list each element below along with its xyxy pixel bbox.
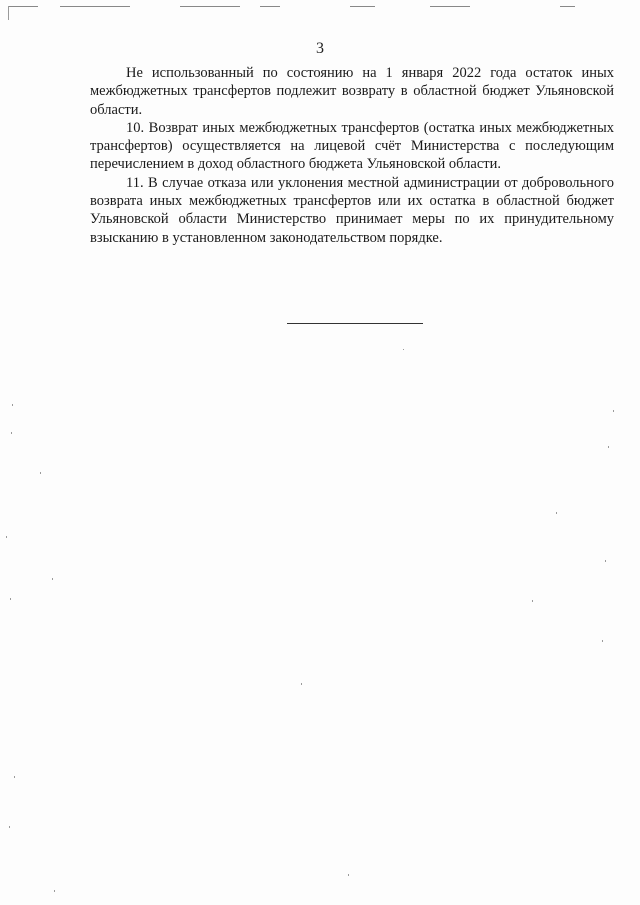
scan-speck (11, 432, 12, 434)
page-number: 3 (316, 40, 324, 57)
scan-speck (9, 826, 10, 828)
document-body (90, 64, 614, 247)
scan-speck (40, 472, 41, 474)
scan-speck (613, 410, 614, 412)
scan-artifact (350, 6, 375, 7)
scan-artifact (560, 6, 575, 7)
scan-speck (6, 536, 7, 538)
end-of-document-rule (287, 323, 423, 324)
scan-speck (602, 640, 603, 642)
scan-speck (54, 890, 55, 892)
paragraph-11: 11. В случае отказа или уклонения местной администрации от добровольного возврата иных межбюджетных трансфертов или их остатка в областной бюджет Ульяновской области Министерство принимает меры по их принудительному взысканию в установленном законодательством порядке. (90, 174, 614, 246)
scan-speck (348, 874, 349, 876)
scan-artifact (260, 6, 280, 7)
scan-artifact (8, 6, 9, 20)
scan-speck (14, 776, 15, 778)
paragraph-10: 10. Возврат иных межбюджетных трансфертов (остатка иных межбюджетных трансфертов) осуществляется на лицевой счёт Министерства с последующим перечислением в доход областного бюджета Ульяновской области. (90, 119, 614, 173)
paragraph-residual-return: Не использованный по состоянию на 1 января 2022 года остаток иных межбюджетных трансфертов подлежит возврату в областной бюджет Ульяновской области. (90, 65, 614, 118)
scan-artifact (8, 6, 38, 7)
scan-speck (556, 512, 557, 514)
scan-artifact (60, 6, 130, 7)
scan-speck (10, 598, 11, 600)
scan-artifact (180, 6, 240, 7)
scan-speck (301, 683, 302, 685)
scan-speck (403, 349, 404, 350)
scan-speck (52, 578, 53, 580)
scan-speck (608, 446, 609, 448)
scan-speck (532, 600, 533, 602)
scan-artifact (430, 6, 470, 7)
scan-speck (605, 560, 606, 562)
scan-speck (12, 404, 13, 406)
